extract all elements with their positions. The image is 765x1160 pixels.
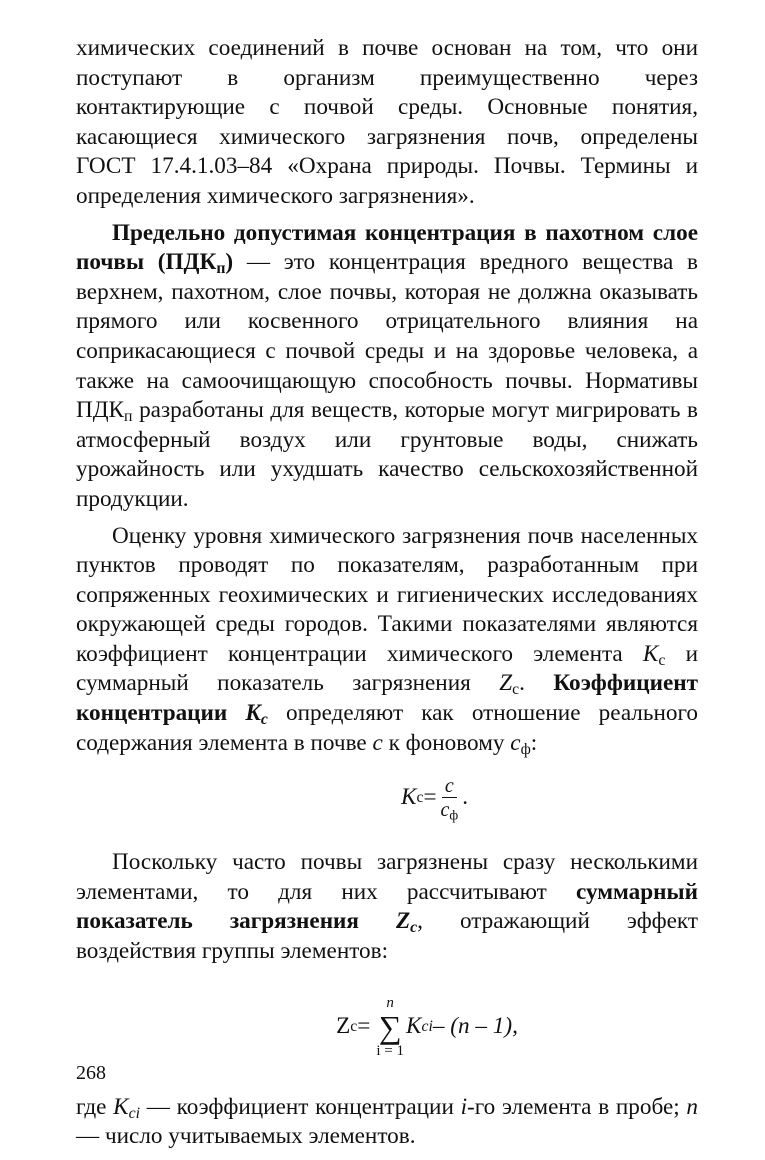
paragraph-3: Оценку уровня химического загрязнения почв населенных пунктов проводят по показателям, разработанным при сопряженных геохимических и гигиенических исследованиях окружающей среды городов. Такими показателями являются коэффициент концентрации химического элемента $K_c$ и суммарный показатель загрязнения $Z_c$. Коэффициент концентрации $K_c$ определяют как отношение реального содержания элемента в почве c к фоновому $c_ф$: [76,522,698,758]
paragraph-2: Предельно допустимая концентрация в пахотном слое почвы $(ПДК_п)$ — это концентрация вредного вещества в верхнем, пахотном, слое почвы, которая не должна оказывать прямого или косвенного отрицательного влияния на соприкасающиеся с почвой среды и на здоровье человека, а также на самоочищающую способность почвы. Нормативы $ПДК_п$ разработаны для веществ, которые могут мигрировать в атмосферный воздух или грунтовые воды, снижать урожайность или ухудшать качество сельскохозяйственной продукции. [76,219,698,512]
body-text [76,34,698,1152]
paragraph-5: где $K_{ci}$ — коэффициент концентрации i-го элемента в пробе; n — число учитываемых элементов. [76,1093,698,1150]
paragraph-4: Поскольку часто почвы загрязнены сразу несколькими элементами, то для них рассчитывают суммарный показатель загрязнения $Z_c$, отражающий эффект воздействия группы элементов: [76,849,699,965]
term-total-index: суммарный показатель загрязнения $Z_c$ [76,878,698,937]
formula-kc: K c = $\frac{c}{c_ф}$ . [400,774,469,823]
paragraph-1: химических соединений в почве основан на том, что они поступают в организм преимущественно через контактирующие с почвой среды. Основные понятия, касающиеся химического загрязнения почв, определены ГОСТ 17.4.1.03–84 «Охрана природы. Почвы. Термины и определения химического загрязнения». [76,35,698,209]
formula-zc: Z c = n ∑ i = 1 K ci – (n – 1), [336,994,518,1059]
term-concentration-coefficient: Коэффициент концентрации $K_c$ [76,670,698,728]
fraction: $\frac{c}{c_ф}$ [440,774,459,823]
term-pdk: Предельно допустимая концентрация в пахотном слое почвы $(ПДК_п)$ [76,219,698,278]
page-number: 268 [76,1062,106,1084]
summation-symbol: n ∑ i = 1 [376,994,404,1059]
